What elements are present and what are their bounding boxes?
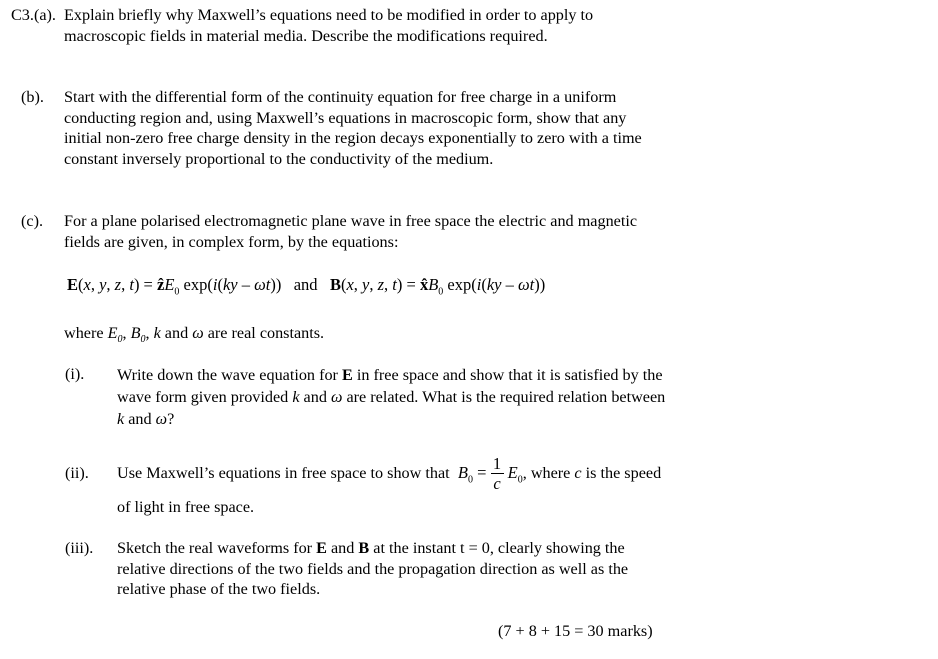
part-b-label: (b). — [21, 88, 44, 106]
where-line: where $E_0$, $B_0$, k and ω are real constants. — [64, 324, 325, 346]
part-a-line-1: Explain briefly why Maxwell’s equations need to be modified in order to apply to — [64, 6, 594, 24]
part-c-line-1: For a plane polarised electromagnetic plane wave in free space the electric and magnetic — [64, 212, 638, 230]
fraction-one-over-c: $\frac{1}{c}$ — [491, 454, 504, 493]
part-c-label: (c). — [21, 212, 44, 230]
part-a-text — [64, 5, 593, 46]
sub-iii-text: Sketch the real waveforms for E and B at the instant t = 0, clearly showing the relative directions of the two fields and the propagation direction as well as the relative phase of the two fields. — [117, 539, 629, 599]
sub-i-label: (i). — [65, 365, 85, 383]
sub-ii-label: (ii). — [65, 464, 89, 482]
b0-relation: $B_0$ = $\frac{1}{c}$ $E_0$ — [457, 453, 523, 493]
marks-allocation: (7 + 8 + 15 = 30 marks) — [498, 622, 653, 640]
sub-iii-label: (iii). — [65, 539, 94, 557]
part-b-line-2: conducting region and, using Maxwell’s equations in macroscopic form, show that any — [64, 108, 627, 127]
question-number: C3.(a). — [11, 6, 56, 24]
part-a-label: (a). — [33, 6, 56, 24]
part-c-text — [64, 211, 637, 252]
sub-ii-line-2: of light in free space. — [117, 498, 255, 516]
part-a-line-2: macroscopic fields in material media. Describe the modifications required. — [64, 26, 548, 45]
part-b-line-4: constant inversely proportional to the conductivity of the medium. — [64, 149, 494, 168]
part-b-text — [64, 87, 642, 169]
part-b-line-1: Start with the differential form of the continuity equation for free charge in a uniform — [64, 88, 617, 106]
part-b-line-3: initial non-zero free charge density in the region decays exponentially to zero with a time — [64, 129, 642, 148]
sub-ii-line-1: Use Maxwell’s equations in free space to show that $B_0$ = $\frac{1}{c}$ $E_0$, where c is the speed — [117, 453, 662, 493]
sub-i-text: Write down the wave equation for E in free space and show that it is satisfied by the wave form given provided k and ω are related. What is the required relation between k and ω? — [117, 366, 666, 428]
field-equations: E(x, y, z, t) = ẑE$_0$ exp(i(ky – ωt)) and B(x, y, z, $t) = x̂B_0$ exp(i(ky – ωt)) — [67, 275, 546, 298]
equation-and: and — [293, 275, 318, 294]
part-c-line-2: fields are given, in complex form, by the equations: — [64, 232, 399, 251]
